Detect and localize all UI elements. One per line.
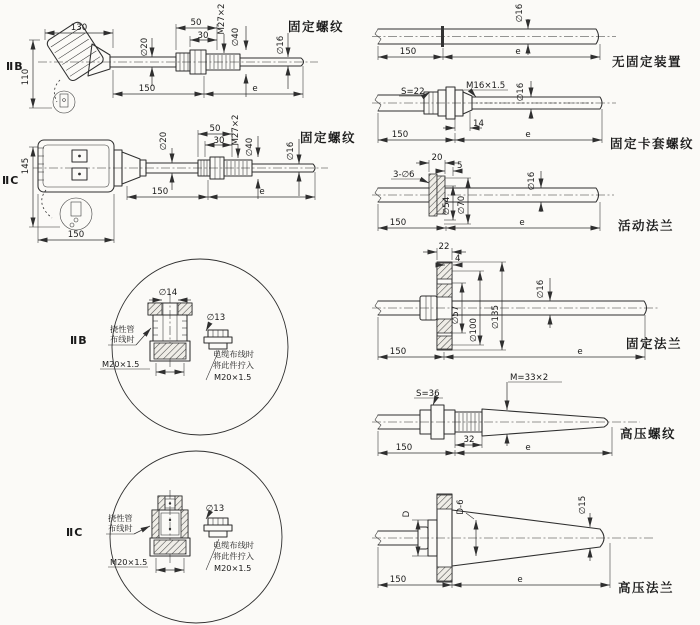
figure-movable-flange	[372, 153, 674, 233]
caption-ferrule-thread: 固定卡套螺纹	[610, 136, 695, 151]
dia-40: ∅40	[231, 27, 241, 47]
caption-high-pressure-flange: 高压法兰	[618, 580, 675, 595]
dim-20: 20	[431, 153, 443, 163]
dim-e: e	[515, 47, 521, 57]
caption-no-fixing: 无固定装置	[612, 54, 683, 69]
figure-high-pressure-thread	[372, 373, 676, 456]
dim-4: 4	[455, 254, 461, 264]
dim-150: 150	[399, 47, 417, 57]
detail-circle-iib	[70, 259, 288, 435]
dia-20: ∅20	[159, 131, 169, 151]
note-flexible-conduit-1: 挠性管	[110, 324, 135, 334]
marker-iic: ⅡC	[66, 526, 84, 539]
dim-30: 30	[197, 31, 209, 41]
thread-label: M27×2	[231, 114, 241, 146]
dia-16: ∅16	[515, 3, 525, 23]
dia-40: ∅40	[245, 137, 255, 157]
dia-13: ∅13	[206, 313, 226, 323]
caption-fixed-thread: 固定螺纹	[288, 19, 345, 34]
dim-130: 130	[70, 23, 88, 33]
thread-m20-right: M20×1.5	[214, 372, 252, 382]
dia-16: ∅16	[527, 171, 537, 191]
dim-e: e	[525, 130, 531, 140]
dim-150: 150	[138, 84, 156, 94]
dim-30: 30	[213, 136, 225, 146]
dim-32: 32	[463, 435, 475, 445]
thread-label: M16×1.5	[466, 81, 506, 91]
dim-145: 145	[21, 157, 31, 175]
dim-e: e	[519, 218, 525, 228]
dia-14: ∅14	[158, 288, 178, 298]
taper-dia-label: D-6	[456, 499, 466, 515]
figure-ferrule-thread	[372, 81, 694, 151]
dim-150: 150	[395, 443, 413, 453]
dim-e: e	[577, 347, 583, 357]
dim-150-base: 150	[67, 230, 85, 240]
marker-iic: ⅡC	[2, 174, 20, 187]
note-cable-1: 电缆布线时	[213, 349, 254, 359]
dim-22: 22	[438, 242, 450, 252]
figure-fixed-flange	[372, 242, 682, 360]
note-flexible-conduit-1: 挠性管	[108, 513, 133, 523]
detail-reference-circle-iic	[60, 198, 92, 230]
note-cable-2: 将此件拧入	[213, 360, 254, 370]
dia-16: ∅16	[276, 35, 286, 55]
detail-reference-circle-iib	[53, 91, 75, 113]
dia-54: ∅54	[442, 196, 452, 216]
dia-13: ∅13	[205, 504, 225, 514]
dia-20: ∅20	[140, 37, 150, 57]
bolt-holes: 3-∅6	[393, 170, 415, 180]
marker-iib: ⅡB	[6, 60, 24, 73]
note-flexible-conduit-2: 布线时	[108, 523, 133, 533]
hex-size: S=36	[416, 389, 440, 399]
dim-e: e	[252, 84, 258, 94]
figure-iib-fixed-thread	[6, 3, 344, 113]
dim-150: 150	[389, 218, 407, 228]
thread-m20-left: M20×1.5	[110, 557, 148, 567]
dia-16: ∅16	[286, 141, 296, 161]
dia-16: ∅16	[536, 279, 546, 299]
caption-fixed-thread: 固定螺纹	[300, 130, 357, 145]
dim-50: 50	[209, 124, 221, 134]
chain	[42, 190, 52, 218]
dia-135: ∅135	[491, 305, 501, 329]
note-flexible-conduit-2: 布线时	[110, 334, 135, 344]
dim-D: D	[402, 510, 412, 518]
marker-iib: ⅡB	[70, 334, 88, 347]
dim-50: 50	[190, 18, 202, 28]
thread-m20-left: M20×1.5	[102, 359, 140, 369]
caption-high-pressure-thread: 高压螺纹	[620, 426, 677, 441]
note-cable-1: 电缆布线时	[213, 540, 254, 550]
dim-e: e	[525, 443, 531, 453]
thread-m20-right: M20×1.5	[214, 563, 252, 573]
dim-e: e	[259, 187, 265, 197]
figure-high-pressure-flange	[372, 494, 674, 595]
weld-mark	[441, 26, 444, 47]
note-cable-2: 将此件拧入	[213, 551, 254, 561]
dim-150: 150	[389, 575, 407, 585]
figure-no-fixing-device	[372, 4, 682, 69]
dim-150: 150	[389, 347, 407, 357]
dim-5: 5	[457, 161, 463, 171]
dim-150: 150	[151, 187, 169, 197]
thread-label: M27×2	[217, 3, 227, 35]
dim-150: 150	[391, 130, 409, 140]
detail-circle-iic	[66, 451, 282, 623]
dia-15: ∅15	[578, 495, 588, 515]
dim-110: 110	[21, 68, 31, 86]
thread-label: M=33×2	[510, 373, 549, 383]
dia-100: ∅100	[469, 318, 479, 342]
dia-16: ∅16	[516, 82, 526, 102]
dim-14: 14	[473, 119, 484, 129]
caption-fixed-flange: 固定法兰	[626, 336, 683, 351]
figure-iic-fixed-thread	[2, 114, 356, 243]
chain	[54, 80, 60, 102]
dia-57: ∅57	[451, 305, 461, 325]
dim-e: e	[517, 575, 523, 585]
caption-movable-flange: 活动法兰	[618, 218, 675, 233]
dia-70: ∅70	[457, 195, 467, 215]
hex-size: S=22	[401, 87, 425, 97]
